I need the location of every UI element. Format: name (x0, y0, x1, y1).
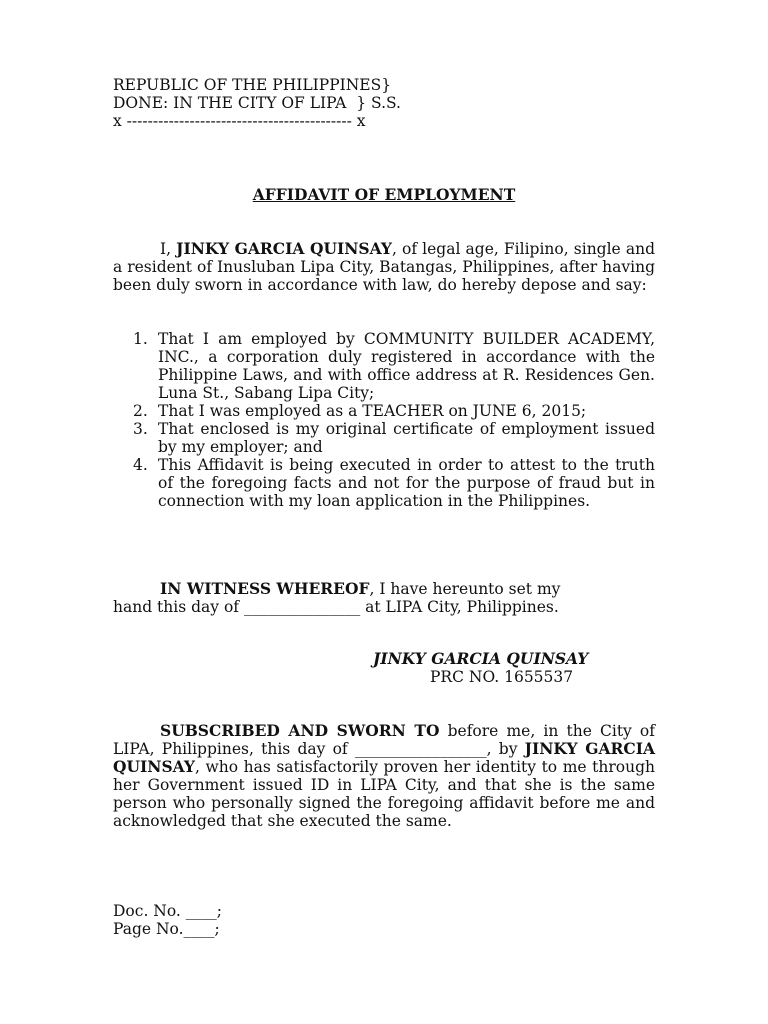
statement-list (113, 330, 655, 510)
witness-line-2: hand this day of _______________ at LIPA City, Philippines. (113, 598, 559, 616)
witness-text: , I have hereunto set my (369, 580, 561, 598)
intro-text: , of legal age, Filipino, single and a resident of Inusluban Lipa City, Batangas, Philippines, after having been duly sworn in accordance with law, do hereby depose and say: (113, 240, 655, 294)
prc-number: PRC NO. 1655537 (430, 668, 574, 686)
item-number: 2. (133, 402, 148, 420)
jurat-text-1: before me, in the City of LIPA, Philippines, this day of _________________, by (113, 722, 655, 758)
item-number: 3. (133, 420, 148, 438)
document-title: AFFIDAVIT OF EMPLOYMENT (252, 185, 516, 204)
page-number: Page No.____; (113, 920, 220, 938)
list-item (113, 402, 655, 420)
jurat-affiant-name: JINKY GARCIA QUINSAY (113, 739, 655, 776)
item-text: That enclosed is my original certificate of employment issued by my employer; and (158, 420, 655, 456)
signature-block (373, 650, 633, 686)
venue-header (113, 76, 655, 130)
list-item (113, 330, 655, 402)
notarial-refs (113, 902, 655, 938)
list-item (113, 420, 655, 456)
header-divider: x ------------------------------------------- x (113, 112, 366, 130)
jurat-heading: SUBSCRIBED AND SWORN TO (160, 721, 440, 740)
jurat-paragraph (113, 722, 655, 830)
affiant-name: JINKY GARCIA QUINSAY (176, 239, 392, 258)
list-item (113, 456, 655, 510)
header-city: DONE: IN THE CITY OF LIPA } S.S. (113, 94, 401, 112)
jurat-text-2: , who has satisfactorily proven her identity to me through her Government issued ID in LIPA City, and that she is the same person who personally signed the foregoing affidavit before me and acknowledged that she executed the same. (113, 758, 655, 830)
header-republic: REPUBLIC OF THE PHILIPPINES} (113, 76, 392, 94)
item-text: That I am employed by COMMUNITY BUILDER ACADEMY, INC., a corporation duly registered in accordance with the Philippine Laws, and with office address at R. Residences Gen. Luna St., Sabang Lipa City; (158, 330, 655, 402)
witness-heading: IN WITNESS WHEREOF (160, 579, 370, 598)
witness-line-1 (113, 580, 655, 598)
item-number: 1. (133, 330, 148, 348)
intro-paragraph (113, 240, 655, 294)
item-number: 4. (133, 456, 148, 474)
signature-name: JINKY GARCIA QUINSAY (373, 649, 589, 668)
doc-number: Doc. No. ____; (113, 902, 222, 920)
witness-paragraph (113, 580, 655, 616)
item-text: This Affidavit is being executed in order to attest to the truth of the foregoing facts and not for the purpose of fraud but in connection with my loan application in the Philippines. (158, 456, 655, 510)
intro-prefix: I, (160, 240, 177, 258)
item-text: That I was employed as a TEACHER on JUNE 6, 2015; (158, 402, 587, 420)
